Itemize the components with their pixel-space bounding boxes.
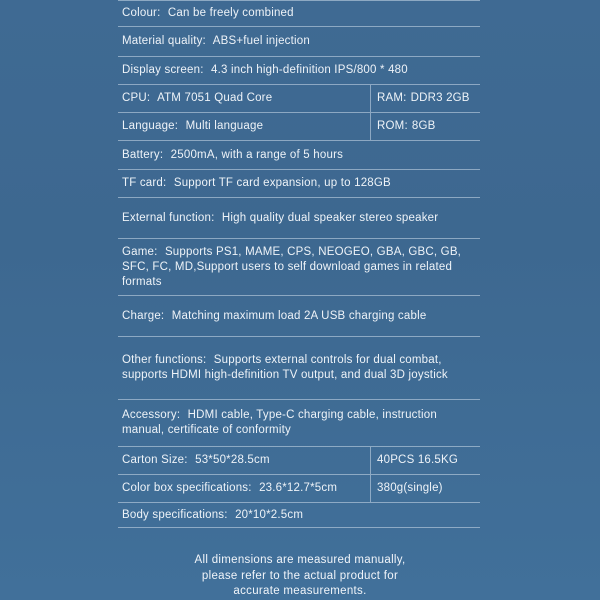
spec-side-cell bbox=[370, 475, 480, 502]
spec-value: ATM 7051 Quad Core bbox=[157, 92, 273, 104]
spec-value: 4.3 inch high-definition IPS/800 * 480 bbox=[211, 64, 408, 76]
spec-row-material bbox=[118, 27, 480, 57]
spec-row-tf-card bbox=[118, 170, 480, 198]
spec-label: CPU bbox=[122, 92, 147, 104]
spec-label: Color box specifications bbox=[122, 482, 249, 494]
spec-colon: : bbox=[184, 454, 188, 466]
spec-value: HDMI cable, Type-C charging cable, instruction manual, certificate of conformity bbox=[122, 409, 437, 436]
spec-cell bbox=[118, 91, 370, 106]
spec-colon: : bbox=[202, 35, 206, 47]
spec-value: 53*50*28.5cm bbox=[195, 454, 270, 466]
spec-value: High quality dual speaker stereo speaker bbox=[221, 211, 439, 224]
spec-value: Multi language bbox=[185, 120, 264, 132]
spec-label: TF card bbox=[122, 177, 164, 189]
spec-row-external-function bbox=[118, 198, 480, 239]
spec-value: Supports external controls for dual combat, supports HDMI high-definition TV output, and dual 3D joystick bbox=[122, 354, 448, 381]
spec-colon: : bbox=[211, 211, 215, 224]
spec-colon: : bbox=[174, 120, 179, 132]
spec-label: External function bbox=[122, 211, 212, 224]
spec-colon: : bbox=[163, 177, 167, 189]
spec-side-cell bbox=[370, 447, 480, 474]
spec-label: Battery bbox=[122, 148, 160, 161]
spec-value: Can be freely combined bbox=[167, 7, 294, 19]
spec-row-color-box bbox=[118, 475, 480, 503]
spec-cell bbox=[118, 6, 480, 21]
spec-row-battery bbox=[118, 141, 480, 170]
spec-side-label: RAM bbox=[377, 92, 404, 104]
spec-side-value: 8GB bbox=[411, 120, 436, 132]
spec-row-game bbox=[118, 239, 480, 296]
spec-label: Material quality bbox=[122, 35, 203, 47]
spec-side-label: ROM bbox=[377, 120, 405, 132]
spec-row-colour bbox=[118, 1, 480, 27]
spec-row-language bbox=[118, 113, 480, 141]
spec-colon: : bbox=[159, 148, 164, 161]
spec-cell bbox=[118, 34, 480, 49]
spec-colon: : bbox=[248, 482, 252, 494]
disclaimer-line: please refer to the actual product for bbox=[201, 569, 399, 582]
spec-value: Support TF card expansion, up to 128GB bbox=[173, 177, 391, 189]
spec-colon: : bbox=[202, 354, 207, 366]
spec-value: ABS+fuel injection bbox=[212, 35, 310, 47]
spec-row-display bbox=[118, 57, 480, 85]
spec-row-accessory bbox=[118, 400, 480, 447]
spec-label: Carton Size bbox=[122, 454, 185, 466]
spec-row-charge bbox=[118, 296, 480, 337]
spec-colon: : bbox=[403, 92, 407, 104]
spec-colon: : bbox=[200, 64, 204, 76]
spec-label: Language bbox=[122, 120, 175, 132]
spec-row-body bbox=[118, 503, 480, 528]
spec-value: 20*10*2.5cm bbox=[235, 508, 304, 521]
spec-cell bbox=[118, 453, 370, 468]
spec-label: Display screen bbox=[122, 64, 201, 76]
spec-cell bbox=[118, 408, 480, 438]
spec-side-cell bbox=[370, 113, 480, 140]
spec-value: Matching maximum load 2A USB charging cable bbox=[171, 309, 427, 322]
spec-cell bbox=[118, 353, 480, 383]
spec-row-carton-size bbox=[118, 447, 480, 475]
spec-colon: : bbox=[176, 409, 181, 421]
disclaimer-line: All dimensions are measured manually, bbox=[194, 554, 406, 566]
spec-label: Colour bbox=[122, 7, 158, 19]
spec-table bbox=[118, 0, 480, 528]
spec-cell bbox=[118, 508, 480, 523]
spec-cell bbox=[118, 481, 370, 496]
spec-cell bbox=[118, 176, 480, 191]
spec-value: 23.6*12.7*5cm bbox=[259, 482, 338, 494]
spec-colon: : bbox=[224, 508, 228, 521]
spec-value: Supports PS1, MAME, CPS, NEOGEO, GBA, GBC, GB, SFC, FC, MD,Support users to self download games in related formats bbox=[122, 245, 462, 288]
spec-label: Game bbox=[122, 245, 155, 258]
spec-colon: : bbox=[154, 245, 158, 258]
spec-value: 2500mA, with a range of 5 hours bbox=[170, 148, 344, 161]
spec-cell bbox=[118, 245, 480, 290]
spec-cell bbox=[118, 309, 480, 324]
spec-cell bbox=[118, 119, 370, 134]
spec-colon: : bbox=[157, 7, 161, 19]
spec-colon: : bbox=[160, 309, 165, 322]
spec-side-text: 40PCS 16.5KG bbox=[377, 454, 459, 466]
spec-label: Body specifications bbox=[122, 508, 225, 521]
spec-side-cell bbox=[370, 85, 480, 112]
spec-cell bbox=[118, 211, 480, 226]
spec-cell bbox=[118, 63, 480, 78]
spec-side-value: DDR3 2GB bbox=[410, 92, 470, 104]
spec-row-cpu bbox=[118, 85, 480, 113]
spec-side-text: 380g(single) bbox=[377, 482, 443, 494]
spec-label: Charge bbox=[122, 309, 161, 322]
measurement-disclaimer bbox=[100, 553, 500, 600]
spec-colon: : bbox=[146, 92, 151, 104]
spec-row-other-functions bbox=[118, 337, 480, 400]
disclaimer-line: accurate measurements. bbox=[233, 585, 367, 597]
spec-cell bbox=[118, 148, 480, 163]
spec-label: Other functions bbox=[122, 354, 203, 366]
spec-colon: : bbox=[404, 120, 408, 132]
spec-label: Accessory bbox=[122, 409, 177, 421]
